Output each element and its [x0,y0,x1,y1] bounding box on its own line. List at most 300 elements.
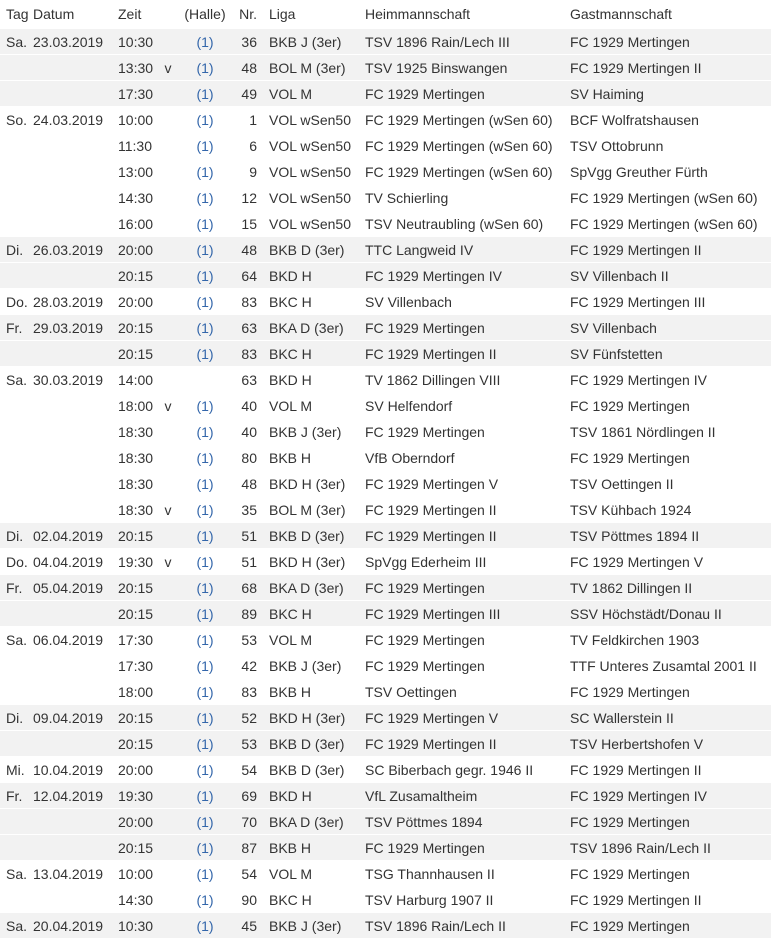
cell-heimmannschaft: TTC Langweid IV [359,237,564,263]
table-row [0,835,771,861]
cell-flag [156,133,180,159]
cell-zeit: 18:00 [112,393,156,419]
cell-tag [0,55,27,81]
cell-halle [180,497,230,523]
table-header-row [0,0,771,29]
cell-tag [0,393,27,419]
cell-halle [180,887,230,913]
cell-zeit: 20:00 [112,289,156,315]
cell-zeit: 10:30 [112,913,156,938]
halle-link[interactable]: (1) [196,788,213,804]
cell-liga: BKA D (3er) [263,575,359,601]
cell-nr: 15 [230,211,263,237]
cell-heimmannschaft: FC 1929 Mertingen II [359,497,564,523]
cell-nr: 52 [230,705,263,731]
table-row [0,367,771,393]
cell-liga: BKB H [263,835,359,861]
halle-link[interactable]: (1) [196,710,213,726]
table-row [0,29,771,55]
cell-flag [156,601,180,627]
cell-halle [180,159,230,185]
cell-datum [27,81,112,107]
cell-gastmannschaft: FC 1929 Mertingen II [564,757,771,783]
cell-gastmannschaft: SV Villenbach II [564,263,771,289]
cell-heimmannschaft: TSV 1896 Rain/Lech III [359,29,564,55]
cell-tag [0,601,27,627]
cell-tag: Fr. [0,575,27,601]
cell-heimmannschaft: TV 1862 Dillingen VIII [359,367,564,393]
cell-halle [180,341,230,367]
cell-flag [156,861,180,887]
table-row [0,809,771,835]
cell-tag: So. [0,107,27,133]
cell-halle [180,601,230,627]
cell-zeit: 13:00 [112,159,156,185]
cell-liga: VOL wSen50 [263,211,359,237]
cell-heimmannschaft: SV Helfendorf [359,393,564,419]
cell-zeit: 20:15 [112,731,156,757]
cell-zeit: 20:15 [112,341,156,367]
cell-tag: Sa. [0,367,27,393]
header-halle: (Halle) [180,0,230,29]
cell-liga: BKC H [263,289,359,315]
cell-gastmannschaft: FC 1929 Mertingen [564,809,771,835]
cell-gastmannschaft: BCF Wolfratshausen [564,107,771,133]
header-tag: Tag [0,0,27,29]
cell-zeit: 11:30 [112,133,156,159]
cell-halle [180,81,230,107]
halle-link[interactable]: (1) [196,918,213,934]
halle-link[interactable]: (1) [196,398,213,414]
cell-heimmannschaft: FC 1929 Mertingen [359,81,564,107]
cell-halle [180,419,230,445]
cell-datum [27,835,112,861]
cell-zeit: 18:00 [112,679,156,705]
cell-halle [180,913,230,938]
halle-link[interactable]: (1) [196,866,213,882]
cell-zeit: 20:00 [112,809,156,835]
cell-nr: 48 [230,237,263,263]
table-row [0,185,771,211]
cell-datum [27,601,112,627]
cell-halle [180,471,230,497]
cell-heimmannschaft: TSG Thannhausen II [359,861,564,887]
cell-heimmannschaft: SC Biberbach gegr. 1946 II [359,757,564,783]
table-row [0,705,771,731]
cell-datum [27,653,112,679]
cell-datum [27,445,112,471]
table-row [0,627,771,653]
table-row [0,263,771,289]
cell-nr: 36 [230,29,263,55]
cell-tag [0,341,27,367]
halle-link[interactable]: (1) [196,658,213,674]
cell-nr: 6 [230,133,263,159]
cell-zeit: 20:15 [112,575,156,601]
cell-liga: BKB J (3er) [263,29,359,55]
halle-link[interactable]: (1) [196,762,213,778]
cell-nr: 9 [230,159,263,185]
cell-flag: v [156,549,180,575]
cell-heimmannschaft: FC 1929 Mertingen V [359,705,564,731]
cell-datum [27,731,112,757]
cell-heimmannschaft: FC 1929 Mertingen (wSen 60) [359,159,564,185]
cell-heimmannschaft: VfB Oberndorf [359,445,564,471]
table-row [0,549,771,575]
halle-link[interactable]: (1) [196,892,213,908]
cell-liga: BKD H [263,263,359,289]
cell-gastmannschaft: FC 1929 Mertingen IV [564,367,771,393]
cell-liga: BKD H [263,367,359,393]
halle-link[interactable]: (1) [196,450,213,466]
cell-zeit: 10:30 [112,29,156,55]
cell-halle [180,29,230,55]
cell-heimmannschaft: FC 1929 Mertingen [359,835,564,861]
cell-liga: BKB D (3er) [263,731,359,757]
cell-liga: VOL M [263,861,359,887]
cell-flag [156,653,180,679]
halle-link[interactable]: (1) [196,164,213,180]
cell-flag [156,887,180,913]
cell-nr: 53 [230,627,263,653]
cell-nr: 51 [230,549,263,575]
halle-link[interactable]: (1) [196,242,213,258]
cell-heimmannschaft: TSV Neutraubling (wSen 60) [359,211,564,237]
halle-link[interactable]: (1) [196,34,213,50]
cell-heimmannschaft: FC 1929 Mertingen [359,575,564,601]
halle-link[interactable]: (1) [196,502,213,518]
cell-halle [180,809,230,835]
cell-datum [27,497,112,523]
cell-zeit: 17:30 [112,81,156,107]
cell-halle [180,627,230,653]
table-row [0,731,771,757]
cell-halle [180,445,230,471]
table-row [0,757,771,783]
cell-gastmannschaft: FC 1929 Mertingen (wSen 60) [564,185,771,211]
cell-gastmannschaft: SV Fünfstetten [564,341,771,367]
cell-gastmannschaft: TTF Unteres Zusamtal 2001 II [564,653,771,679]
cell-flag [156,159,180,185]
halle-link[interactable]: (1) [196,60,213,76]
cell-flag [156,419,180,445]
cell-flag: v [156,55,180,81]
cell-gastmannschaft: FC 1929 Mertingen [564,861,771,887]
cell-datum [27,263,112,289]
cell-nr: 12 [230,185,263,211]
cell-flag [156,107,180,133]
cell-halle [180,705,230,731]
cell-gastmannschaft: FC 1929 Mertingen [564,913,771,938]
cell-flag [156,627,180,653]
cell-nr: 90 [230,887,263,913]
header-datum: Datum [27,0,112,29]
halle-link[interactable]: (1) [196,632,213,648]
cell-nr: 83 [230,341,263,367]
cell-nr: 40 [230,419,263,445]
cell-gastmannschaft: TSV Kühbach 1924 [564,497,771,523]
cell-liga: VOL wSen50 [263,133,359,159]
cell-gastmannschaft: TSV Herbertshofen V [564,731,771,757]
cell-halle [180,679,230,705]
cell-liga: BKD H (3er) [263,705,359,731]
cell-flag [156,835,180,861]
halle-link[interactable]: (1) [196,554,213,570]
cell-halle [180,185,230,211]
cell-zeit: 14:00 [112,367,156,393]
halle-link[interactable]: (1) [196,606,213,622]
table-row [0,237,771,263]
cell-datum [27,185,112,211]
cell-heimmannschaft: SV Villenbach [359,289,564,315]
table-row [0,55,771,81]
cell-datum: 06.04.2019 [27,627,112,653]
cell-heimmannschaft: FC 1929 Mertingen [359,419,564,445]
cell-halle [180,289,230,315]
cell-heimmannschaft: FC 1929 Mertingen II [359,523,564,549]
cell-nr: 70 [230,809,263,835]
cell-tag: Di. [0,237,27,263]
cell-tag: Sa. [0,913,27,938]
table-row [0,419,771,445]
cell-gastmannschaft: TSV Pöttmes 1894 II [564,523,771,549]
cell-datum [27,341,112,367]
cell-liga: BOL M (3er) [263,55,359,81]
halle-link[interactable]: (1) [196,684,213,700]
table-row [0,887,771,913]
cell-datum [27,679,112,705]
cell-heimmannschaft: TSV Pöttmes 1894 [359,809,564,835]
cell-heimmannschaft: TSV Oettingen [359,679,564,705]
cell-halle [180,653,230,679]
table-row [0,159,771,185]
cell-halle [180,55,230,81]
table-row [0,679,771,705]
cell-gastmannschaft: SSV Höchstädt/Donau II [564,601,771,627]
cell-heimmannschaft: FC 1929 Mertingen IV [359,263,564,289]
cell-heimmannschaft: TSV Harburg 1907 II [359,887,564,913]
cell-liga: BKB D (3er) [263,757,359,783]
halle-link[interactable]: (1) [196,580,213,596]
cell-flag [156,341,180,367]
cell-zeit: 18:30 [112,445,156,471]
cell-datum [27,887,112,913]
halle-link[interactable]: (1) [196,320,213,336]
cell-datum [27,159,112,185]
cell-nr: 45 [230,913,263,938]
header-zeit: Zeit [112,0,156,29]
cell-datum: 30.03.2019 [27,367,112,393]
cell-liga: BKD H (3er) [263,549,359,575]
cell-liga: BKD H [263,783,359,809]
halle-link[interactable]: (1) [196,840,213,856]
cell-zeit: 10:00 [112,107,156,133]
cell-heimmannschaft: FC 1929 Mertingen [359,627,564,653]
cell-nr: 64 [230,263,263,289]
cell-flag [156,679,180,705]
cell-gastmannschaft: FC 1929 Mertingen [564,393,771,419]
cell-datum [27,471,112,497]
cell-nr: 53 [230,731,263,757]
cell-nr: 48 [230,55,263,81]
halle-link[interactable]: (1) [196,268,213,284]
cell-datum: 05.04.2019 [27,575,112,601]
cell-liga: BKB D (3er) [263,523,359,549]
halle-link[interactable]: (1) [196,814,213,830]
cell-halle [180,263,230,289]
halle-link[interactable]: (1) [196,346,213,362]
cell-flag [156,315,180,341]
cell-tag [0,809,27,835]
halle-link[interactable]: (1) [196,424,213,440]
cell-zeit: 18:30 [112,471,156,497]
halle-link[interactable]: (1) [196,138,213,154]
cell-tag: Sa. [0,627,27,653]
cell-gastmannschaft: TSV 1861 Nördlingen II [564,419,771,445]
cell-tag: Sa. [0,861,27,887]
table-row [0,575,771,601]
cell-flag [156,211,180,237]
cell-liga: BKD H (3er) [263,471,359,497]
table-row [0,315,771,341]
cell-heimmannschaft: VfL Zusamaltheim [359,783,564,809]
halle-link[interactable]: (1) [196,190,213,206]
cell-flag [156,185,180,211]
cell-halle [180,107,230,133]
cell-datum [27,133,112,159]
cell-heimmannschaft: FC 1929 Mertingen (wSen 60) [359,107,564,133]
cell-nr: 42 [230,653,263,679]
cell-gastmannschaft: TV Feldkirchen 1903 [564,627,771,653]
cell-halle [180,757,230,783]
halle-link[interactable]: (1) [196,216,213,232]
cell-flag [156,263,180,289]
table-row [0,861,771,887]
cell-heimmannschaft: FC 1929 Mertingen V [359,471,564,497]
cell-gastmannschaft: FC 1929 Mertingen [564,679,771,705]
header-flag [156,0,180,29]
cell-tag [0,133,27,159]
cell-nr: 40 [230,393,263,419]
cell-flag [156,913,180,938]
cell-halle [180,133,230,159]
cell-gastmannschaft: FC 1929 Mertingen [564,29,771,55]
cell-heimmannschaft: TSV 1896 Rain/Lech II [359,913,564,938]
cell-flag [156,757,180,783]
cell-liga: BKA D (3er) [263,809,359,835]
cell-datum: 10.04.2019 [27,757,112,783]
cell-tag [0,81,27,107]
cell-liga: BKB H [263,445,359,471]
cell-zeit: 18:30 [112,419,156,445]
cell-nr: 63 [230,367,263,393]
cell-liga: VOL M [263,81,359,107]
cell-gastmannschaft: FC 1929 Mertingen IV [564,783,771,809]
cell-zeit: 20:00 [112,237,156,263]
cell-zeit: 13:30 [112,55,156,81]
cell-nr: 87 [230,835,263,861]
cell-flag [156,705,180,731]
cell-nr: 48 [230,471,263,497]
cell-gastmannschaft: SpVgg Greuther Fürth [564,159,771,185]
cell-flag [156,237,180,263]
cell-datum [27,55,112,81]
cell-zeit: 20:15 [112,835,156,861]
cell-halle [180,315,230,341]
header-gast: Gastmannschaft [564,0,771,29]
cell-gastmannschaft: TV 1862 Dillingen II [564,575,771,601]
cell-halle [180,575,230,601]
table-row [0,107,771,133]
cell-halle [180,549,230,575]
cell-heimmannschaft: SpVgg Ederheim III [359,549,564,575]
cell-zeit: 20:15 [112,705,156,731]
cell-gastmannschaft: TSV 1896 Rain/Lech II [564,835,771,861]
cell-flag [156,471,180,497]
cell-nr: 68 [230,575,263,601]
cell-datum [27,211,112,237]
table-row [0,653,771,679]
header-heim: Heimmannschaft [359,0,564,29]
cell-datum: 29.03.2019 [27,315,112,341]
halle-link[interactable]: (1) [196,476,213,492]
cell-datum: 23.03.2019 [27,29,112,55]
cell-flag [156,731,180,757]
cell-liga: VOL M [263,627,359,653]
cell-flag [156,575,180,601]
cell-liga: BKB D (3er) [263,237,359,263]
cell-gastmannschaft: TSV Ottobrunn [564,133,771,159]
cell-tag [0,731,27,757]
cell-liga: BKB H [263,679,359,705]
cell-flag [156,29,180,55]
cell-flag [156,523,180,549]
cell-datum [27,393,112,419]
cell-datum: 26.03.2019 [27,237,112,263]
cell-tag [0,185,27,211]
cell-liga: VOL wSen50 [263,185,359,211]
cell-halle [180,783,230,809]
cell-datum [27,809,112,835]
cell-heimmannschaft: FC 1929 Mertingen [359,315,564,341]
cell-tag [0,159,27,185]
cell-flag [156,289,180,315]
cell-gastmannschaft: FC 1929 Mertingen II [564,237,771,263]
cell-nr: 63 [230,315,263,341]
halle-link[interactable]: (1) [196,112,213,128]
cell-tag: Di. [0,705,27,731]
cell-heimmannschaft: FC 1929 Mertingen II [359,341,564,367]
cell-halle [180,835,230,861]
cell-heimmannschaft: FC 1929 Mertingen III [359,601,564,627]
cell-gastmannschaft: TSV Oettingen II [564,471,771,497]
halle-link[interactable]: (1) [196,528,213,544]
cell-liga: VOL wSen50 [263,159,359,185]
cell-gastmannschaft: FC 1929 Mertingen (wSen 60) [564,211,771,237]
cell-zeit: 19:30 [112,549,156,575]
cell-liga: BKA D (3er) [263,315,359,341]
halle-link[interactable]: (1) [196,294,213,310]
cell-flag: v [156,497,180,523]
cell-gastmannschaft: FC 1929 Mertingen II [564,55,771,81]
halle-link[interactable]: (1) [196,736,213,752]
cell-tag: Fr. [0,315,27,341]
halle-link[interactable]: (1) [196,86,213,102]
cell-liga: BKB J (3er) [263,653,359,679]
cell-zeit: 16:00 [112,211,156,237]
table-row [0,523,771,549]
cell-gastmannschaft: FC 1929 Mertingen III [564,289,771,315]
